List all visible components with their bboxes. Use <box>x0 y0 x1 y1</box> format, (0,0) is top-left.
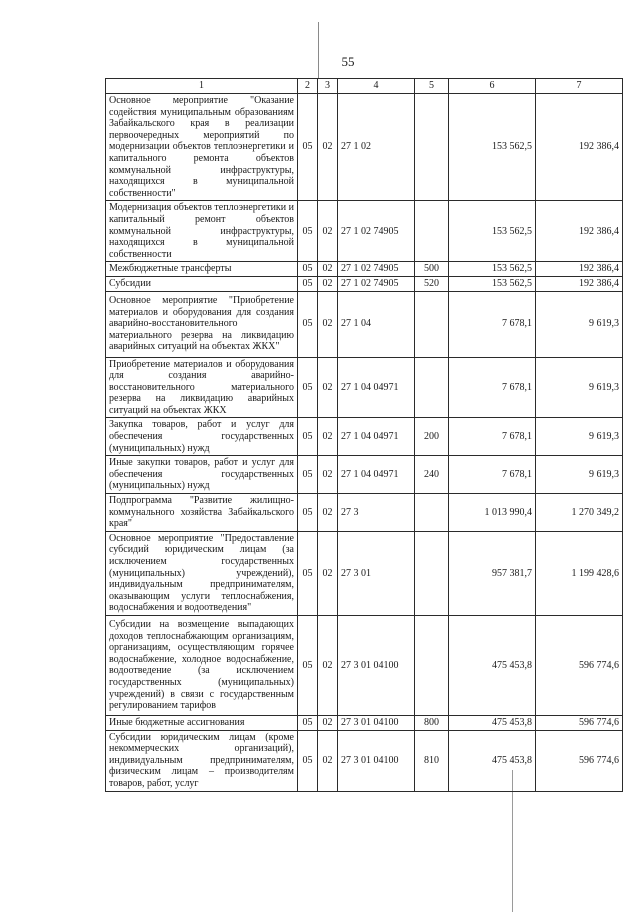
item-name: Подпрограмма "Развитие жилищно-коммунального хозяйства Забайкальского края" <box>106 494 298 532</box>
target-article-code: 27 3 01 04100 <box>338 715 415 730</box>
table-row <box>106 715 623 730</box>
section-code: 05 <box>298 715 318 730</box>
amount-col7: 192 386,4 <box>536 201 623 262</box>
expense-type-code <box>415 357 449 418</box>
table-row <box>106 94 623 201</box>
subsection-code: 02 <box>318 262 338 277</box>
column-header: 4 <box>338 79 415 94</box>
section-code: 05 <box>298 615 318 715</box>
target-article-code: 27 3 01 <box>338 531 415 615</box>
table-row <box>106 201 623 262</box>
column-header: 1 <box>106 79 298 94</box>
item-name: Межбюджетные трансферты <box>106 262 298 277</box>
amount-col6: 7 678,1 <box>449 291 536 357</box>
target-article-code: 27 1 02 <box>338 94 415 201</box>
amount-col7: 596 774,6 <box>536 615 623 715</box>
target-article-code: 27 3 01 04100 <box>338 730 415 791</box>
item-name: Иные закупки товаров, работ и услуг для обеспечения государственных (муниципальных) нужд <box>106 456 298 494</box>
item-name: Модернизация объектов теплоэнергетики и капитальный ремонт объектов коммунальной инфраструктуры, находящихся в муниципальной собственности <box>106 201 298 262</box>
target-article-code: 27 3 <box>338 494 415 532</box>
scan-artifact-line <box>318 22 319 78</box>
expense-type-code <box>415 531 449 615</box>
table-row <box>106 357 623 418</box>
expense-type-code: 200 <box>415 418 449 456</box>
amount-col7: 9 619,3 <box>536 418 623 456</box>
expense-type-code: 240 <box>415 456 449 494</box>
amount-col6: 475 453,8 <box>449 715 536 730</box>
subsection-code: 02 <box>318 615 338 715</box>
amount-col7: 596 774,6 <box>536 730 623 791</box>
amount-col7: 9 619,3 <box>536 291 623 357</box>
item-name: Основное мероприятие "Приобретение материалов и оборудования для создания аварийно-восстановительного материального резерва на ликвидацию аварийных ситуаций на объектах ЖКХ" <box>106 291 298 357</box>
amount-col6: 1 013 990,4 <box>449 494 536 532</box>
target-article-code: 27 1 02 74905 <box>338 201 415 262</box>
item-name: Субсидии <box>106 276 298 291</box>
header-row <box>106 79 623 94</box>
section-code: 05 <box>298 291 318 357</box>
section-code: 05 <box>298 262 318 277</box>
table-row <box>106 456 623 494</box>
section-code: 05 <box>298 357 318 418</box>
subsection-code: 02 <box>318 276 338 291</box>
expense-type-code <box>415 494 449 532</box>
expense-type-code: 500 <box>415 262 449 277</box>
section-code: 05 <box>298 531 318 615</box>
item-name: Основное мероприятие "Предоставление субсидий юридическим лицам (за исключением государственных (муниципальных) учреждений), индивидуальным предпринимателям, оказывающим услуги теплоснабжения, водоснабжения и водоотведения" <box>106 531 298 615</box>
subsection-code: 02 <box>318 456 338 494</box>
subsection-code: 02 <box>318 494 338 532</box>
column-header: 6 <box>449 79 536 94</box>
table-row <box>106 494 623 532</box>
item-name: Субсидии на возмещение выпадающих доходов теплоснабжающим организациям, организациям, осуществляющим горячее водоснабжение, холодное водоснабжение, водоотведение (за исключением государственных (муниципальных) учреждений) в связи с государственным регулированием тарифов <box>106 615 298 715</box>
subsection-code: 02 <box>318 357 338 418</box>
target-article-code: 27 1 04 04971 <box>338 357 415 418</box>
subsection-code: 02 <box>318 94 338 201</box>
section-code: 05 <box>298 94 318 201</box>
target-article-code: 27 1 02 74905 <box>338 276 415 291</box>
table-row <box>106 730 623 791</box>
expense-type-code: 810 <box>415 730 449 791</box>
amount-col6: 7 678,1 <box>449 418 536 456</box>
page-number: 55 <box>341 54 355 69</box>
amount-col6: 475 453,8 <box>449 730 536 791</box>
target-article-code: 27 3 01 04100 <box>338 615 415 715</box>
amount-col7: 192 386,4 <box>536 276 623 291</box>
amount-col6: 153 562,5 <box>449 94 536 201</box>
section-code: 05 <box>298 730 318 791</box>
item-name: Закупка товаров, работ и услуг для обеспечения государственных (муниципальных) нужд <box>106 418 298 456</box>
budget-table <box>105 78 623 792</box>
target-article-code: 27 1 04 04971 <box>338 418 415 456</box>
table-row <box>106 418 623 456</box>
amount-col7: 192 386,4 <box>536 262 623 277</box>
amount-col7: 9 619,3 <box>536 357 623 418</box>
expense-type-code <box>415 291 449 357</box>
table-row <box>106 276 623 291</box>
amount-col6: 153 562,5 <box>449 276 536 291</box>
item-name: Основное мероприятие "Оказание содействия муниципальным образованиям Забайкальского края в реализации первоочередных мероприятий по модернизации объектов теплоэнергетики и капитального ремонта объектов коммунальной инфраструктуры, находящихся в муниципальной собственности" <box>106 94 298 201</box>
item-name: Приобретение материалов и оборудования для создания аварийно-восстановительного материального резерва на ликвидацию аварийных ситуаций на объектах ЖКХ <box>106 357 298 418</box>
target-article-code: 27 1 02 74905 <box>338 262 415 277</box>
subsection-code: 02 <box>318 715 338 730</box>
amount-col6: 957 381,7 <box>449 531 536 615</box>
target-article-code: 27 1 04 04971 <box>338 456 415 494</box>
expense-type-code: 800 <box>415 715 449 730</box>
amount-col6: 153 562,5 <box>449 262 536 277</box>
amount-col6: 7 678,1 <box>449 357 536 418</box>
subsection-code: 02 <box>318 418 338 456</box>
section-code: 05 <box>298 456 318 494</box>
section-code: 05 <box>298 494 318 532</box>
target-article-code: 27 1 04 <box>338 291 415 357</box>
subsection-code: 02 <box>318 291 338 357</box>
column-header: 2 <box>298 79 318 94</box>
expense-type-code <box>415 201 449 262</box>
amount-col6: 475 453,8 <box>449 615 536 715</box>
amount-col6: 7 678,1 <box>449 456 536 494</box>
table-row <box>106 291 623 357</box>
section-code: 05 <box>298 201 318 262</box>
amount-col7: 9 619,3 <box>536 456 623 494</box>
amount-col6: 153 562,5 <box>449 201 536 262</box>
table-row <box>106 615 623 715</box>
item-name: Субсидии юридическим лицам (кроме некоммерческих организаций), индивидуальным предпринимателям, физическим лицам – производителям товаров, работ, услуг <box>106 730 298 791</box>
subsection-code: 02 <box>318 730 338 791</box>
amount-col7: 192 386,4 <box>536 94 623 201</box>
section-code: 05 <box>298 418 318 456</box>
subsection-code: 02 <box>318 201 338 262</box>
expense-type-code <box>415 615 449 715</box>
amount-col7: 596 774,6 <box>536 715 623 730</box>
item-name: Иные бюджетные ассигнования <box>106 715 298 730</box>
amount-col7: 1 270 349,2 <box>536 494 623 532</box>
table-row <box>106 262 623 277</box>
table-row <box>106 531 623 615</box>
column-header: 7 <box>536 79 623 94</box>
expense-type-code: 520 <box>415 276 449 291</box>
column-header: 3 <box>318 79 338 94</box>
section-code: 05 <box>298 276 318 291</box>
subsection-code: 02 <box>318 531 338 615</box>
column-header: 5 <box>415 79 449 94</box>
amount-col7: 1 199 428,6 <box>536 531 623 615</box>
expense-type-code <box>415 94 449 201</box>
